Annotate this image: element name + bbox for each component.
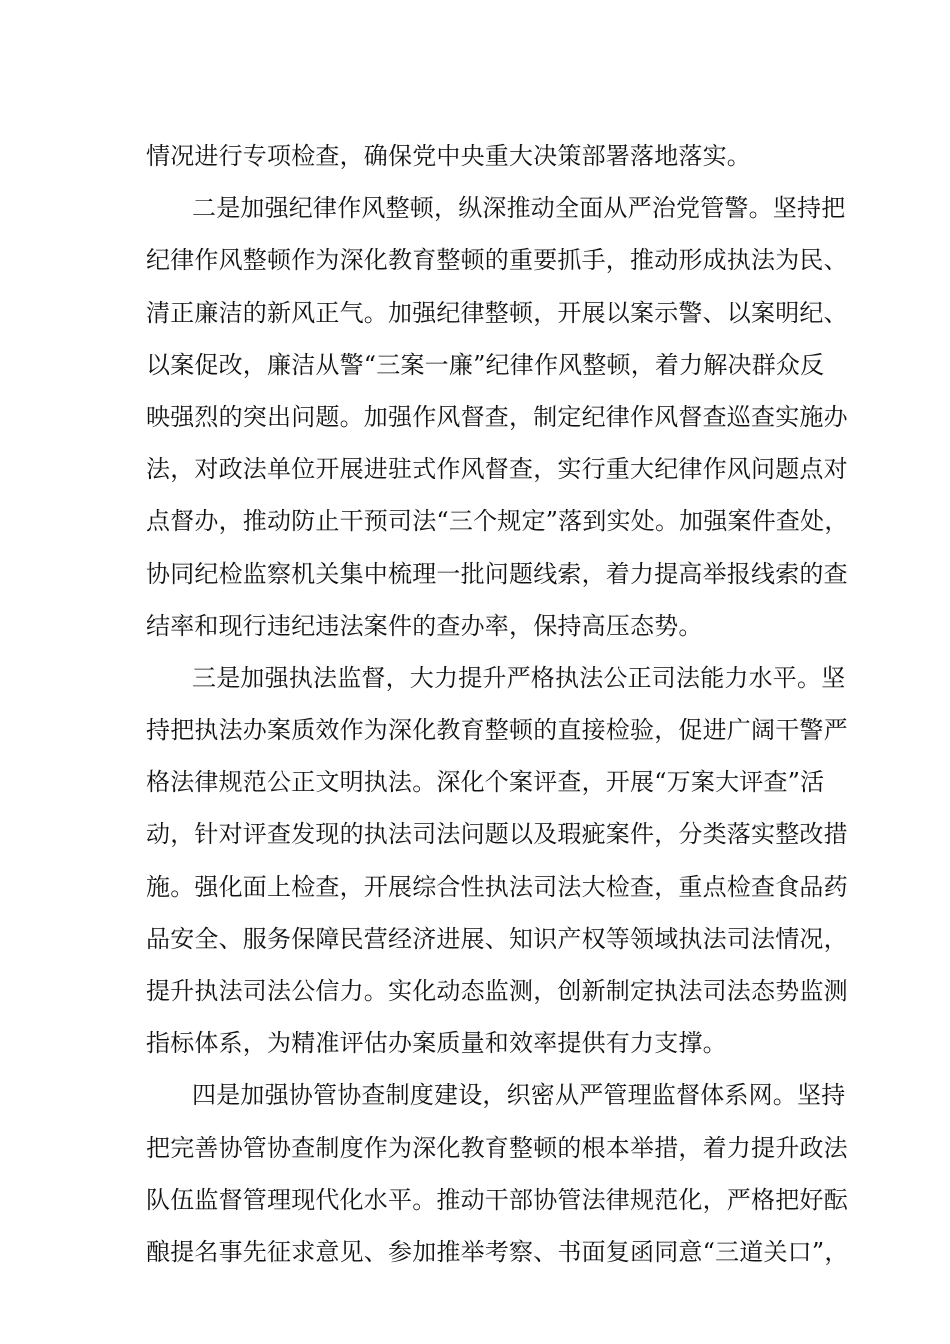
paragraph-start-line: 三是加强执法监督，大力提升严格执法公正司法能力水平。坚 bbox=[192, 663, 846, 692]
text-line: 结率和现行违纪违法案件的查办率，保持高压态势。 bbox=[146, 611, 703, 640]
text-line: 情况进行专项检查，确保党中央重大决策部署落地落实。 bbox=[146, 142, 751, 170]
text-line: 法，对政法单位开展进驻式作风督查，实行重大纪律作风问题点对 bbox=[146, 455, 848, 484]
text-line: 动，针对评查发现的执法司法问题以及瑕疵案件，分类落实整改措 bbox=[146, 820, 848, 849]
text-line: 点督办，推动防止干预司法“三个规定”落到实处。加强案件查处， bbox=[146, 507, 849, 536]
document-body bbox=[146, 130, 849, 1278]
text-line: 持把执法办案质效作为深化教育整顿的直接检验，促进广阔干警严 bbox=[146, 716, 848, 745]
text-line: 协同纪检监察机关集中梳理一批问题线索，着力提高举报线索的查 bbox=[146, 559, 848, 588]
text-line: 清正廉洁的新风正气。加强纪律整顿，开展以案示警、以案明纪、 bbox=[146, 298, 848, 327]
text-line: 施。强化面上检查，开展综合性执法司法大检查，重点检查食品药 bbox=[146, 872, 848, 901]
text-line: 映强烈的突出问题。加强作风督查，制定纪律作风督查巡查实施办 bbox=[146, 402, 848, 431]
paragraph-start-line: 二是加强纪律作风整顿，纵深推动全面从严治党管警。坚持把 bbox=[192, 194, 846, 223]
text-line: 提升执法司法公信力。实化动态监测，创新制定执法司法态势监测 bbox=[146, 977, 848, 1005]
text-line: 格法律规范公正文明执法。深化个案评查，开展“万案大评查”活 bbox=[146, 768, 825, 797]
text-line: 纪律作风整顿作为深化教育整顿的重要抓手，推动形成执法为民、 bbox=[146, 246, 848, 275]
text-line: 以案促改，廉洁从警“三案一廉”纪律作风整顿，着力解决群众反 bbox=[146, 350, 825, 379]
text-line: 品安全、服务保障民营经济进展、知识产权等领域执法司法情况， bbox=[146, 924, 848, 953]
paragraph-start-line: 四是加强协管协查制度建设，织密从严管理监督体系网。坚持 bbox=[192, 1081, 846, 1110]
text-line: 酿提名事先征求意见、参加推举考察、书面复函同意“三道关口”， bbox=[146, 1237, 849, 1266]
text-line: 队伍监督管理现代化水平。推动干部协管法律规范化，严格把好酝 bbox=[146, 1185, 848, 1214]
text-line: 把完善协管协查制度作为深化教育整顿的根本举措，着力提升政法 bbox=[146, 1133, 848, 1162]
text-line: 指标体系，为精准评估办案质量和效率提供有力支撑。 bbox=[146, 1029, 727, 1058]
